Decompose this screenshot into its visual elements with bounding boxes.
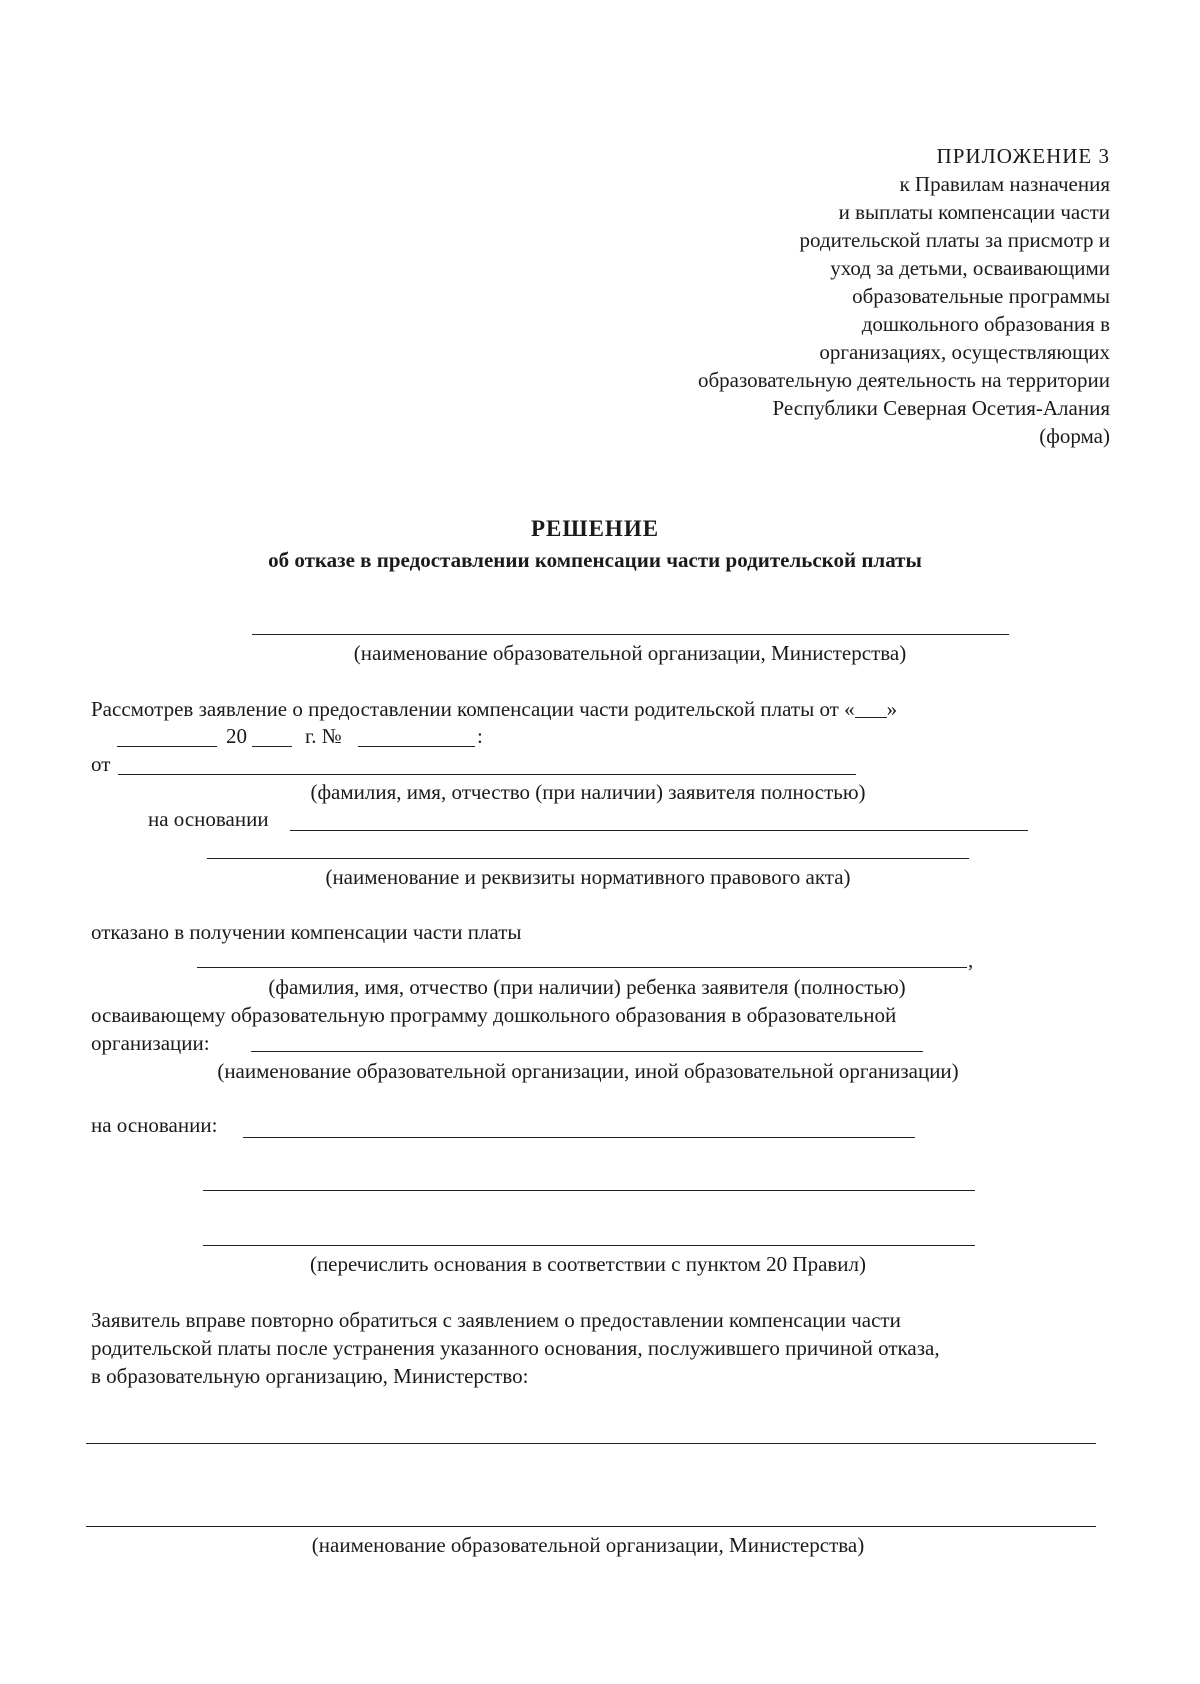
grounds-line-2[interactable] (203, 1190, 975, 1191)
appendix-line: и выплаты компенсации части (838, 200, 1110, 224)
appendix-line: к Правилам назначения (899, 172, 1110, 196)
comma: , (968, 948, 974, 972)
appendix-number: ПРИЛОЖЕНИЕ 3 (936, 144, 1110, 168)
appendix-line: Республики Северная Осетия-Алания (772, 396, 1110, 420)
grounds-caption: (перечислить основания в соответствии с пунктом 20 Правил) (309, 1252, 867, 1276)
final-org-line-1[interactable] (86, 1443, 1096, 1444)
grounds-line-1[interactable] (243, 1137, 915, 1138)
number-label: г. № (305, 724, 342, 748)
colon: : (477, 724, 483, 748)
year-prefix: 20 (226, 724, 247, 748)
appendix-line: образовательные программы (852, 284, 1110, 308)
number-field[interactable] (358, 746, 475, 747)
applicant-caption: (фамилия, имя, отчество (при наличии) заявителя полностью) (310, 780, 866, 804)
considered-text: Рассмотрев заявление о предоставлении компенсации части родительской платы от « » (91, 697, 898, 721)
basis-line-2[interactable] (207, 858, 969, 859)
appendix-line: уход за детьми, осваивающими (830, 256, 1110, 280)
reapply-line: Заявитель вправе повторно обратиться с заявлением о предоставлении компенсации части (91, 1308, 901, 1332)
appendix-line: родительской платы за присмотр и (799, 228, 1110, 252)
org-line[interactable] (251, 1051, 923, 1052)
mastering-text: осваивающему образовательную программу дошкольного образования в образовательной (91, 1003, 897, 1027)
reapply-line: в образовательную организацию, Министерство: (91, 1364, 529, 1388)
document-subtitle: об отказе в предоставлении компенсации части родительской платы (268, 548, 922, 572)
from-label: от (91, 752, 111, 776)
form-label: (форма) (1039, 424, 1110, 448)
act-caption: (наименование и реквизиты нормативного правового акта) (325, 865, 851, 889)
appendix-line: дошкольного образования в (861, 312, 1110, 336)
child-caption: (фамилия, имя, отчество (при наличии) ребенка заявителя (полностью) (268, 975, 906, 999)
child-name-line[interactable] (197, 967, 967, 968)
final-org-caption: (наименование образовательной организации, Министерства) (311, 1533, 865, 1557)
applicant-name-line[interactable] (118, 774, 856, 775)
basis-label: на основании (148, 807, 269, 831)
month-field[interactable] (117, 746, 217, 747)
org2-caption: (наименование образовательной организации, иной образовательной организации) (217, 1059, 959, 1083)
appendix-line: образовательную деятельность на территории (697, 368, 1110, 392)
day-field[interactable] (855, 699, 887, 718)
document-title: РЕШЕНИЕ (530, 516, 660, 541)
refused-text: отказано в получении компенсации части платы (91, 920, 522, 944)
org-name-caption: (наименование образовательной организации, Министерства) (353, 641, 907, 665)
org-label: организации: (91, 1031, 210, 1055)
grounds-line-3[interactable] (203, 1245, 975, 1246)
basis2-label: на основании: (91, 1113, 218, 1137)
year-field[interactable] (252, 746, 292, 747)
reapply-line: родительской платы после устранения указанного основания, послужившего причиной отказа, (91, 1336, 940, 1360)
appendix-line: организациях, осуществляющих (819, 340, 1110, 364)
basis-line-1[interactable] (290, 830, 1028, 831)
org-name-line[interactable] (252, 634, 1009, 635)
final-org-line-2[interactable] (86, 1526, 1096, 1527)
